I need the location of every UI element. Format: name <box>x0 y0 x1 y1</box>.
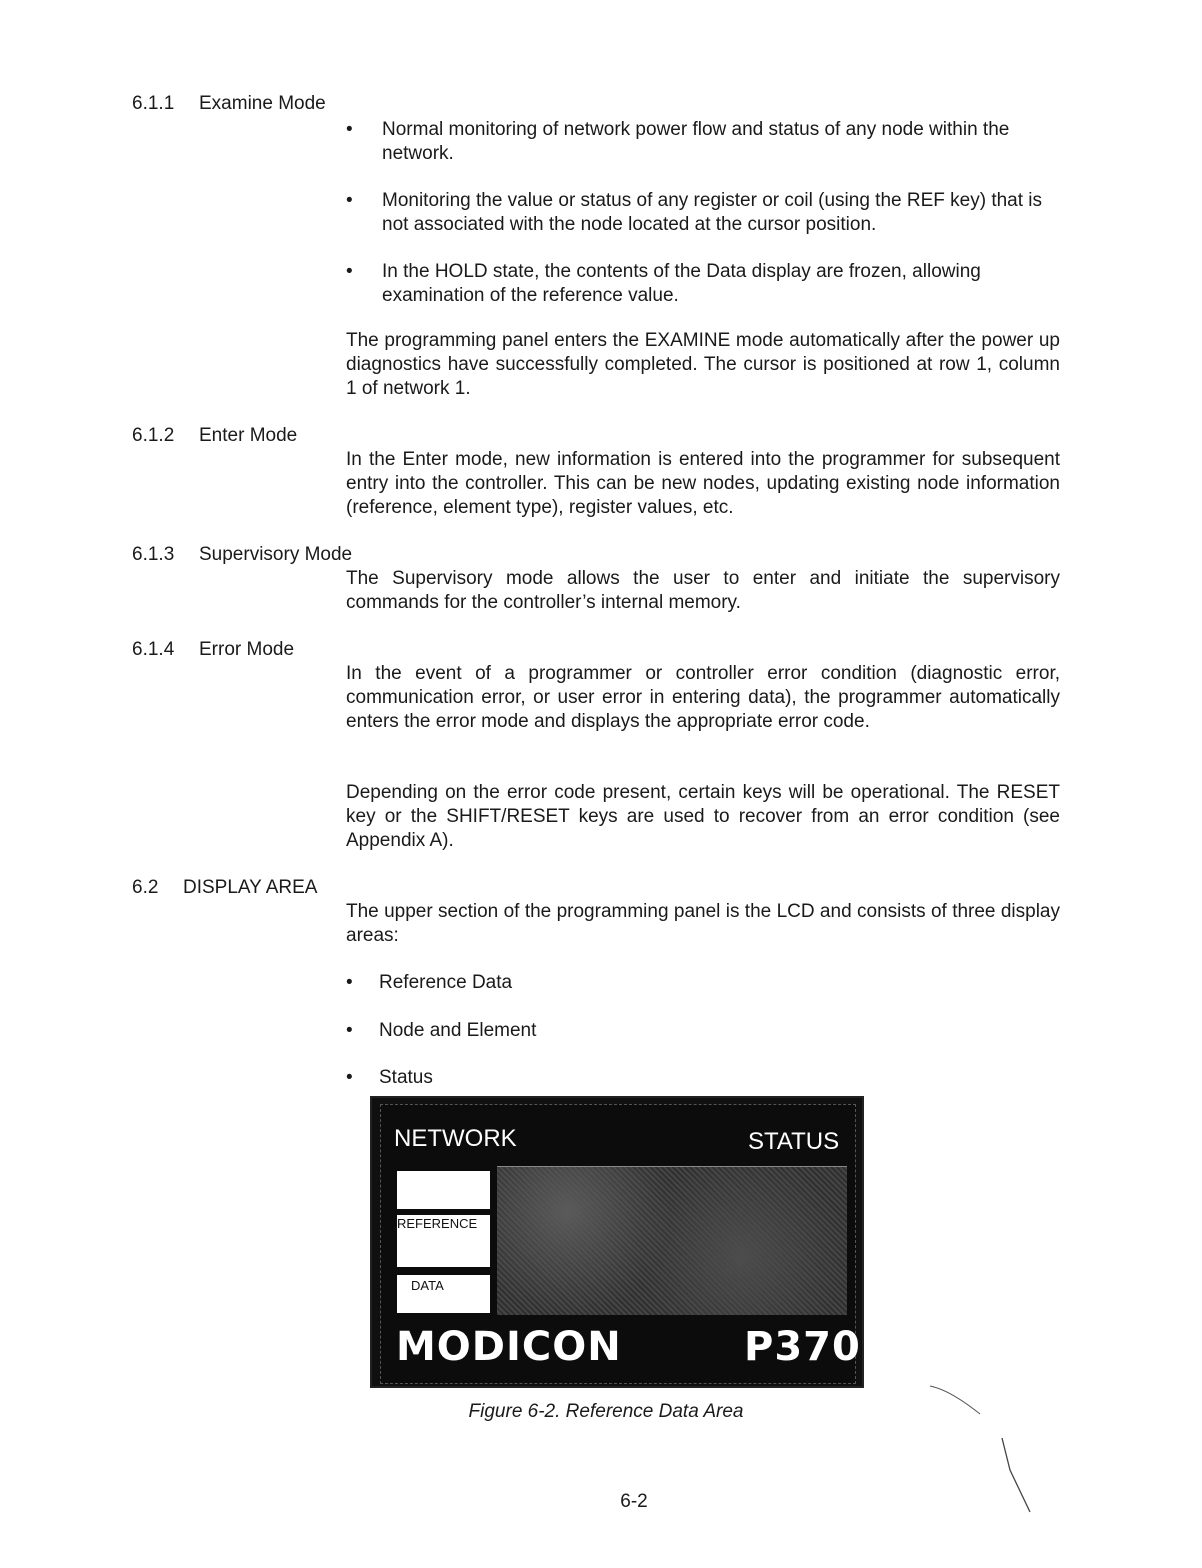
figure-caption: Figure 6-2. Reference Data Area <box>468 1401 744 1422</box>
list-item: • Monitoring the value or status of any register or coil (using the REF key) that is not associated with the node located at the cursor position. <box>346 190 1043 235</box>
data-label: DATA <box>397 1275 490 1313</box>
network-label: NETWORK <box>394 1125 517 1152</box>
section-title: DISPLAY AREA <box>183 877 318 898</box>
model-label: P370 <box>744 1324 861 1370</box>
section-title: Examine Mode <box>199 93 326 114</box>
pen-mark <box>920 1380 1040 1520</box>
paragraph: In the Enter mode, new information is entered into the programmer for subsequent entry into the controller. This can be new nodes, updating existing node information (reference, element type), register values, etc. <box>346 449 1060 518</box>
section-title: Enter Mode <box>199 425 298 446</box>
reference-label: REFERENCE <box>397 1215 490 1267</box>
section-title: Error Mode <box>199 639 295 660</box>
list-item: • In the HOLD state, the contents of the Data display are frozen, allowing examination of the reference value. <box>346 261 981 306</box>
section-number: 6.1.2 <box>132 425 175 446</box>
list-item: • Normal monitoring of network power flow and status of any node within the network. <box>346 119 1010 164</box>
paragraph: Depending on the error code present, certain keys will be operational. The RESET key or the SHIFT/RESET keys are used to recover from an error condition (see Appendix A). <box>346 782 1060 851</box>
section-title: Supervisory Mode <box>199 544 353 565</box>
section-number: 6.2 <box>132 877 159 898</box>
status-label: STATUS <box>748 1128 840 1155</box>
lcd-screen <box>497 1166 847 1315</box>
list-item: • Node and Element <box>346 1020 537 1041</box>
list-item: • Status <box>346 1067 433 1088</box>
reference-box-top <box>397 1171 490 1209</box>
section-number: 6.1.4 <box>132 639 175 660</box>
paragraph: The Supervisory mode allows the user to enter and initiate the supervisory commands for the controller’s internal memory. <box>346 568 1060 613</box>
list-item: • Reference Data <box>346 972 513 993</box>
section-number: 6.1.3 <box>132 544 175 565</box>
paragraph: In the event of a programmer or controller error condition (diagnostic error, communication error, or user error in entering data), the programmer automatically enters the error mode and displays the appropriate error code. <box>346 663 1060 732</box>
page-number: 6-2 <box>620 1491 648 1512</box>
paragraph: The upper section of the programming panel is the LCD and consists of three display areas: <box>346 901 1060 946</box>
modicon-logo: MODICON <box>396 1324 622 1370</box>
paragraph: The programming panel enters the EXAMINE mode automatically after the power up diagnostics have successfully completed. The cursor is positioned at row 1, column 1 of network 1. <box>346 330 1060 399</box>
section-number: 6.1.1 <box>132 93 175 114</box>
